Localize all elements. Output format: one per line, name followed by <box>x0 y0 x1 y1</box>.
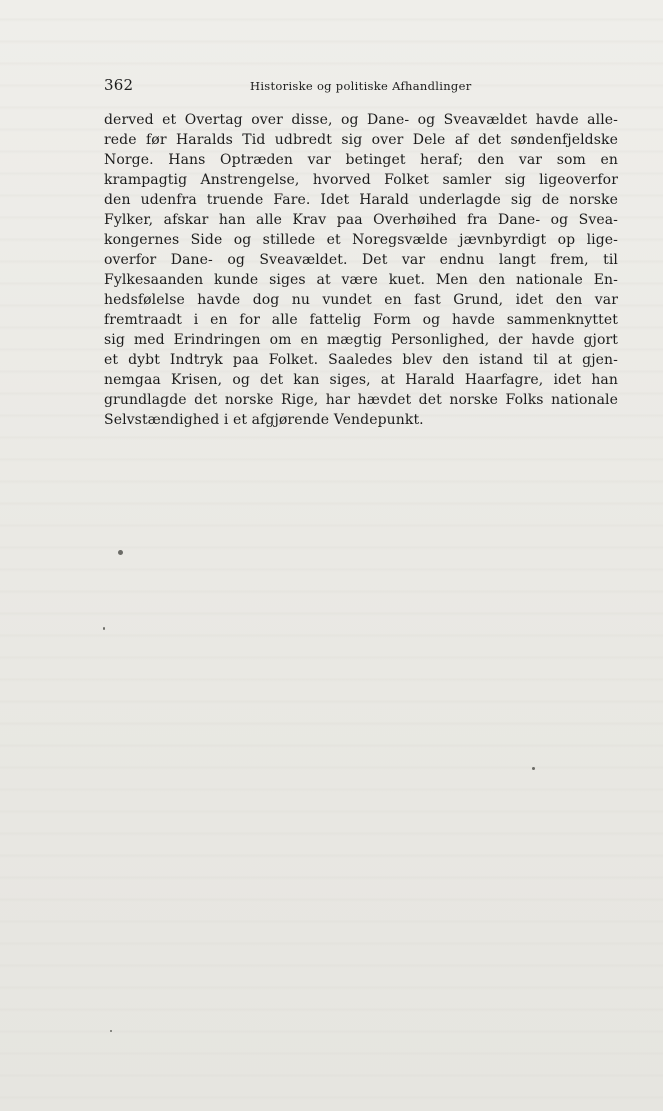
running-title: Historiske og politiske Afhandlinger <box>250 79 472 93</box>
text-line: kongernes Side og stillede et Noregsvælde jævnbyrdigt op lige- <box>104 232 618 248</box>
text-line: derved et Overtag over disse, og Dane- og Sveavældet havde alle- <box>104 112 618 128</box>
text-line: Selvstændighed i et afgjørende Vendepunkt. <box>104 412 424 428</box>
text-line: hedsfølelse havde dog nu vundet en fast Grund, idet den var <box>104 292 618 308</box>
paper-speck <box>118 550 123 555</box>
page-header <box>104 76 618 98</box>
text-line: krampagtig Anstrengelse, hvorved Folket samler sig ligeoverfor <box>104 172 618 188</box>
text-line: Fylkesaanden kunde siges at være kuet. Men den nationale En- <box>104 272 618 288</box>
text-line: et dybt Indtryk paa Folket. Saaledes blev den istand til at gjen- <box>104 352 618 368</box>
text-line: rede før Haralds Tid udbredt sig over Dele af det søndenfjeldske <box>104 132 618 148</box>
text-line: nemgaa Krisen, og det kan siges, at Harald Haarfagre, idet han <box>104 372 618 388</box>
text-line: fremtraadt i en for alle fattelig Form og havde sammenknyttet <box>104 312 618 328</box>
text-line: Fylker, afskar han alle Krav paa Overhøihed fra Dane- og Svea- <box>104 212 618 228</box>
text-line: overfor Dane- og Sveavældet. Det var endnu langt frem, til <box>104 252 618 268</box>
text-line: grundlagde det norske Rige, har hævdet det norske Folks nationale <box>104 392 618 408</box>
paper-speck <box>532 767 535 770</box>
paper-speck <box>103 627 105 630</box>
text-line: Norge. Hans Optræden var betinget heraf; den var som en <box>104 152 618 168</box>
paper-speck <box>110 1030 112 1032</box>
text-line: den udenfra truende Fare. Idet Harald underlagde sig de norske <box>104 192 618 208</box>
page-number: 362 <box>104 76 134 94</box>
body-paragraph <box>104 110 618 430</box>
text-line: sig med Erindringen om en mægtig Personlighed, der havde gjort <box>104 332 618 348</box>
